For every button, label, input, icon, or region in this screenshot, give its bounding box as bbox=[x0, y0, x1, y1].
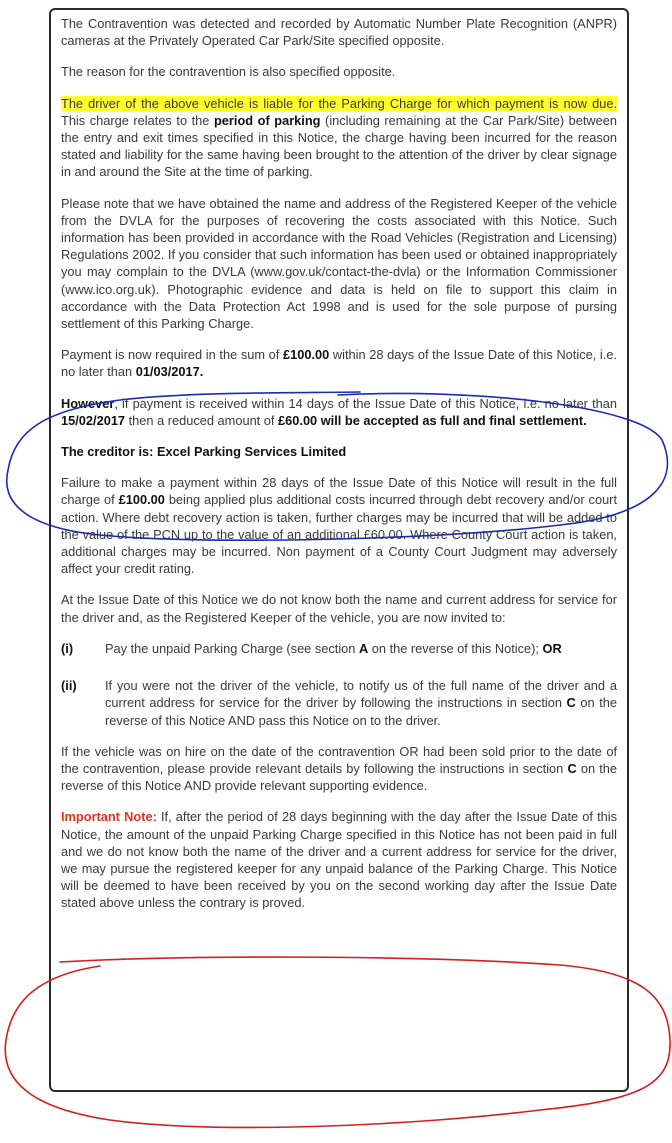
notice-body bbox=[61, 15, 617, 912]
highlighted-liability-text: The driver of the above vehicle is liable for the Parking Charge for which payment is now due. bbox=[61, 95, 617, 111]
paragraph-failure-to-pay: Failure to make a payment within 28 days of the Issue Date of this Notice will result in the full charge of £100.00 being applied plus additional costs incurred through debt recovery and/or court action. Where debt recovery action is taken, further charges may be incurred that will be added to the value of the PCN up to the value of an additional £60.00. Where County Court action is taken, additional charges may be incurred. Non payment of a County Court Judgment may adversely affect your credit rating. bbox=[61, 475, 617, 577]
paragraph-creditor: The creditor is: Excel Parking Services Limited bbox=[61, 444, 347, 460]
full-payment-deadline: 01/03/2017. bbox=[135, 364, 204, 380]
parking-charge-notice bbox=[49, 8, 629, 1092]
paragraph-payment-required: Payment is now required in the sum of £100.00 within 28 days of the Issue Date of this Notice, i.e. no later than 01/03/2017. bbox=[61, 347, 617, 380]
paragraph-important-note: Important Note: If, after the period of 28 days beginning with the day after the Issue Date of this Notice, the amount of the unpaid Parking Charge specified in this Notice has not been paid in full and we do not know both the name of the driver and a current address for service for the driver, we may pursue the registered keeper for any unpaid balance of the Parking Charge. This Notice will be deemed to have been received by you on the second working day after the Issue Date stated above unless the contrary is proved. bbox=[61, 809, 617, 911]
list-item-pay: (i) Pay the unpaid Parking Charge (see section A on the reverse of this Notice); OR bbox=[61, 640, 562, 656]
list-item-nominate-driver: (ii) If you were not the driver of the vehicle, to notify us of the full name of the driver and a current address for service for the driver by following the instructions in section C on the reverse of this Notice AND pass this Notice on to the driver. bbox=[61, 678, 618, 728]
reduced-amount: £60.00 bbox=[278, 412, 318, 428]
important-note-label: Important Note: bbox=[61, 809, 157, 825]
paragraph-liability: The driver of the above vehicle is liable for the Parking Charge for which payment is now due. This charge relates to the period of parking (including remaining at the Car Park/Site) between the entry and exit times specified in this Notice, the charge having been incurred for the reason stated and liability for the same having been brought to the attention of the driver by clear signage in and around the Site at the time of parking. bbox=[61, 95, 618, 180]
paragraph-anpr: The Contravention was detected and recorded by Automatic Number Plate Recognition (ANPR) cameras at the Privately Operated Car Park/Site specified opposite. bbox=[61, 16, 617, 49]
paragraph-reason: The reason for the contravention is also specified opposite. bbox=[61, 64, 396, 80]
paragraph-dvla: Please note that we have obtained the name and address of the Registered Keeper of the vehicle from the DVLA for the purposes of recovering the costs associated with this Notice. Such information has been provided in accordance with the Road Vehicles (Registration and Licensing) Regulations 2002. If you consider that such information has been used or obtained inappropriately you may complain to the DVLA (www.gov.uk/contact-the-dvla) or the Information Commissioner (www.ico.org.uk). Photographic evidence and data is held on file to support this claim in accordance with the Data Protection Act 1998 and is used for the sole purpose of pursing settlement of this Parking Charge. bbox=[61, 195, 617, 332]
paragraph-hire-vehicle: If the vehicle was on hire on the date of the contravention OR had been sold prior to the date of the contravention, please provide relevant details by following the instructions in section C on the reverse of this Notice AND provide relevant supporting evidence. bbox=[61, 743, 617, 794]
reduced-payment-deadline: 15/02/2017 bbox=[61, 412, 126, 428]
paragraph-invitation: At the Issue Date of this Notice we do not know both the name and current address for service for the driver and, as the Registered Keeper of the vehicle, you are now invited to: bbox=[61, 592, 617, 625]
paragraph-reduced-payment: However, if payment is received within 14 days of the Issue Date of this Notice, i.e. no later than 15/02/2017 then a reduced amount of £60.00 will be accepted as full and final settlement. bbox=[61, 395, 617, 428]
full-amount: £100.00 bbox=[283, 347, 330, 363]
